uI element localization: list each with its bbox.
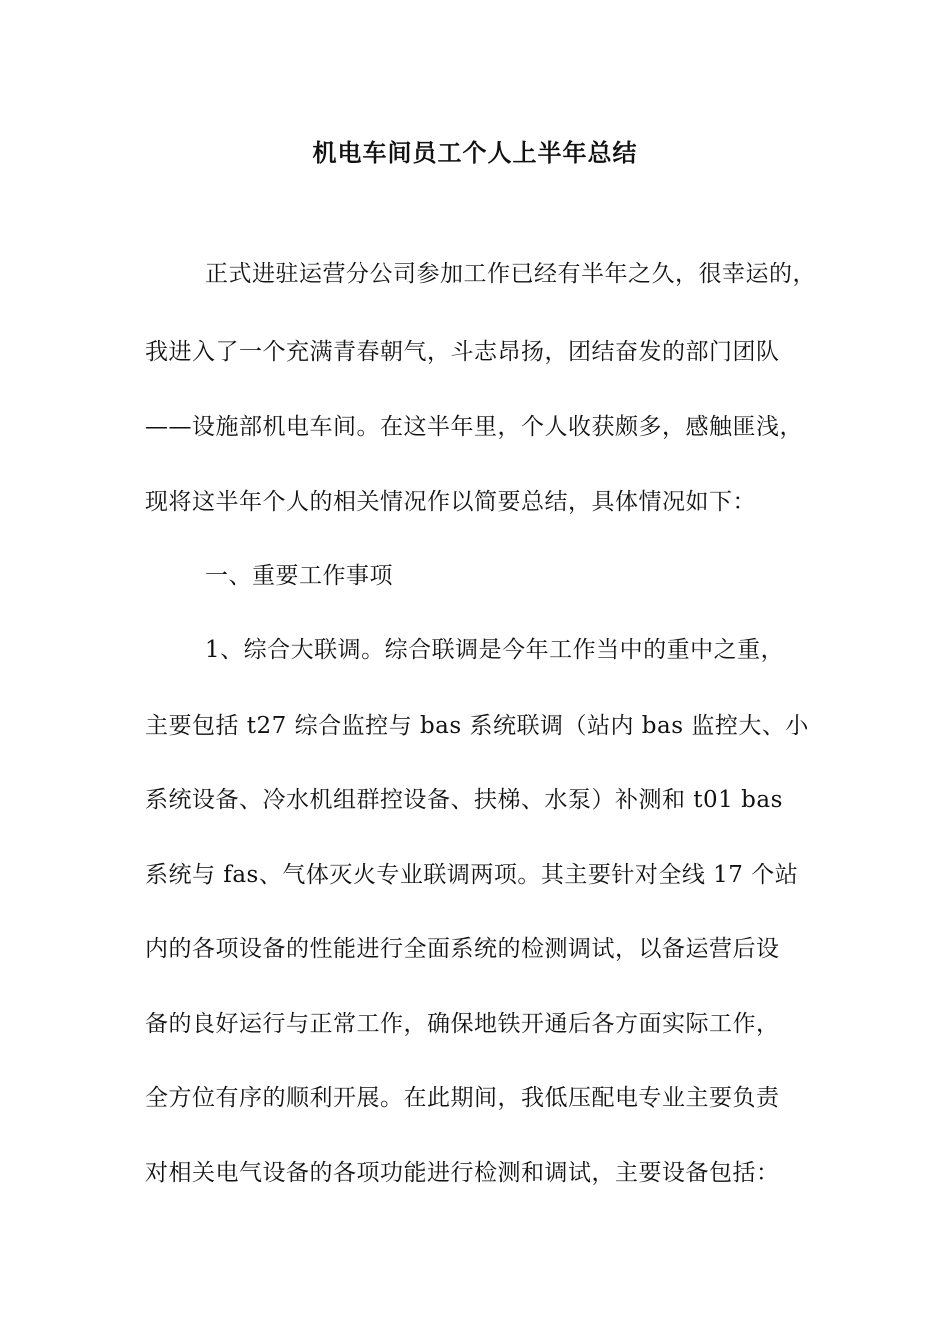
document-title: 机电车间员工个人上半年总结: [312, 138, 638, 167]
section-heading: 一、重要工作事项: [205, 563, 393, 589]
paragraph-line: 内的各项设备的性能进行全面系统的检测调试，以备运营后设: [145, 936, 780, 962]
paragraph-line: 现将这半年个人的相关情况作以简要总结，具体情况如下：: [145, 489, 756, 515]
paragraph-line: ——设施部机电车间。在这半年里，个人收获颇多，感触匪浅，: [145, 414, 803, 440]
paragraph-line: 我进入了一个充满青春朝气，斗志昂扬，团结奋发的部门团队: [145, 339, 780, 365]
paragraph-line: 正式进驻运营分公司参加工作已经有半年之久，很幸运的，: [205, 261, 816, 287]
paragraph-line: 全方位有序的顺利开展。在此期间，我低压配电专业主要负责: [145, 1085, 780, 1111]
paragraph-line: 备的良好运行与正常工作，确保地铁开通后各方面实际工作，: [145, 1011, 780, 1037]
paragraph-line: 系统设备、冷水机组群控设备、扶梯、水泵）补测和 t01 bas: [145, 787, 783, 813]
paragraph-line: 对相关电气设备的各项功能进行检测和调试，主要设备包括：: [145, 1160, 780, 1186]
paragraph-line: 系统与 fas、气体灭火专业联调两项。其主要针对全线 17 个站: [145, 862, 799, 888]
paragraph-line: 1、综合大联调。综合联调是今年工作当中的重中之重，: [205, 637, 785, 663]
paragraph-line: 主要包括 t27 综合监控与 bas 系统联调（站内 bas 监控大、小: [145, 713, 809, 739]
